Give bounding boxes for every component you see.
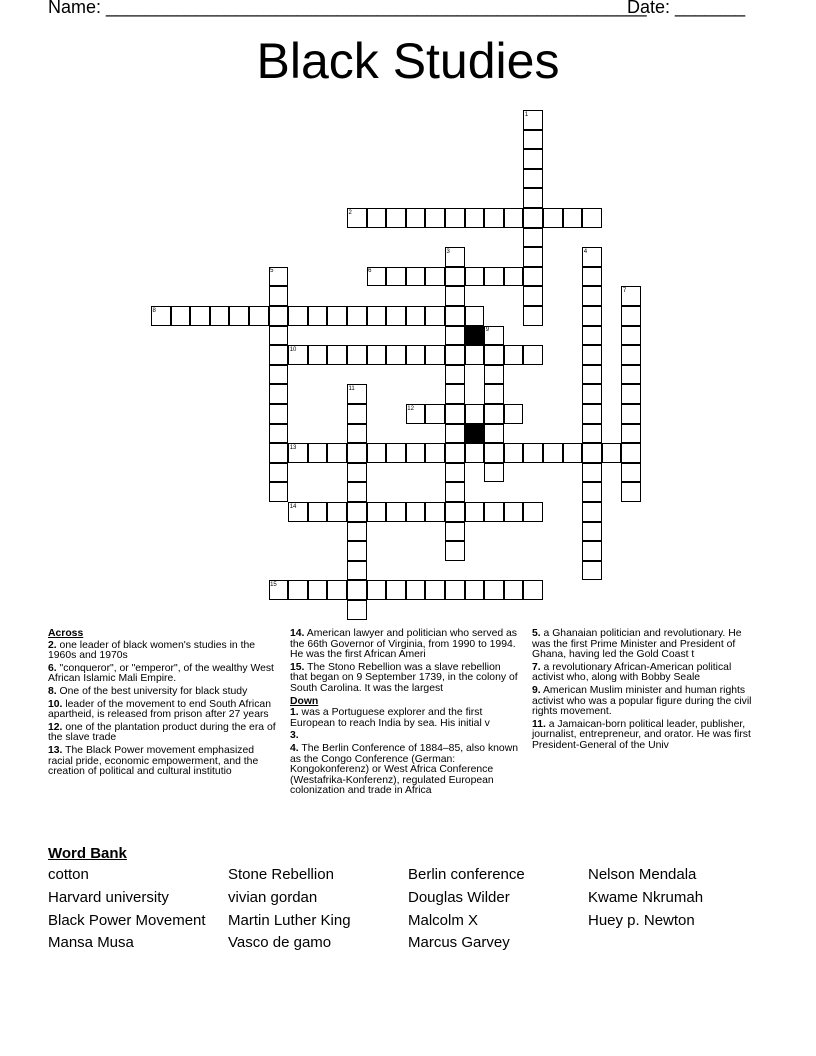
grid-cell[interactable] — [445, 267, 465, 287]
clue-item — [48, 723, 276, 744]
grid-cell[interactable] — [445, 384, 465, 404]
grid-cell[interactable] — [504, 267, 524, 287]
clue-number: 6 — [368, 268, 372, 275]
grid-cell[interactable] — [582, 561, 602, 581]
grid-cell[interactable] — [582, 443, 602, 463]
grid-cell[interactable] — [347, 404, 367, 424]
grid-cell[interactable] — [288, 306, 308, 326]
word-bank-item: Mansa Musa — [48, 934, 134, 952]
grid-cell[interactable] — [269, 463, 289, 483]
grid-cell[interactable] — [523, 149, 543, 169]
clue-item-number: 11. — [532, 718, 546, 730]
grid-cell[interactable] — [465, 502, 485, 522]
grid-cell[interactable] — [308, 443, 328, 463]
grid-cell[interactable] — [406, 502, 426, 522]
clue-item — [48, 687, 276, 698]
grid-cell[interactable] — [406, 306, 426, 326]
grid-cell[interactable] — [523, 306, 543, 326]
grid-cell[interactable] — [602, 443, 622, 463]
grid-cell[interactable] — [308, 306, 328, 326]
clue-item-number: 12. — [48, 721, 63, 733]
grid-cell[interactable] — [425, 404, 445, 424]
grid-cell[interactable] — [425, 502, 445, 522]
clue-number: 3 — [446, 248, 450, 255]
grid-cell[interactable] — [347, 424, 367, 444]
grid-cell[interactable] — [386, 502, 406, 522]
grid-cell[interactable] — [465, 208, 485, 228]
grid-cell[interactable] — [445, 443, 465, 463]
clue-item-text: The Berlin Conference of 1884–85, also known as the Congo Conference (German: Kongokonferenz) or West Africa Conference (Westafrika-Konferenz), regulated European colonization and trade in Africa — [290, 742, 518, 797]
clues-column-3 — [532, 629, 760, 754]
grid-cell[interactable] — [386, 306, 406, 326]
grid-cell[interactable] — [347, 443, 367, 463]
word-bank-item: Berlin conference — [408, 866, 525, 883]
grid-cell[interactable] — [484, 580, 504, 600]
word-bank-item: Kwame Nkrumah — [588, 888, 704, 906]
word-bank-item: Vasco de gamo — [228, 934, 332, 952]
grid-cell[interactable] — [347, 580, 367, 600]
grid-cell[interactable] — [621, 404, 641, 424]
clue-item — [532, 629, 760, 661]
date-field: Date: _______ — [627, 0, 746, 17]
grid-cell[interactable] — [425, 267, 445, 287]
grid-cell[interactable] — [445, 208, 465, 228]
grid-cell[interactable] — [327, 443, 347, 463]
grid-cell[interactable] — [445, 365, 465, 385]
grid-cell[interactable] — [621, 463, 641, 483]
grid-cell[interactable] — [269, 286, 289, 306]
clue-item — [290, 708, 518, 729]
grid-cell[interactable] — [543, 208, 563, 228]
grid-cell[interactable] — [523, 286, 543, 306]
grid-cell[interactable] — [484, 443, 504, 463]
grid-cell[interactable] — [582, 208, 602, 228]
grid-block — [465, 326, 485, 346]
grid-cell[interactable] — [367, 345, 387, 365]
clue-item — [48, 641, 276, 662]
grid-cell[interactable] — [504, 404, 524, 424]
grid-cell[interactable] — [582, 326, 602, 346]
grid-cell[interactable] — [523, 188, 543, 208]
grid-cell[interactable] — [269, 443, 289, 463]
grid-cell[interactable] — [327, 345, 347, 365]
clue-item-text: The Stono Rebellion was a slave rebellion that began on 9 September 1739, in the colony of South Carolina. It was the largest — [290, 661, 518, 694]
grid-cell[interactable] — [210, 306, 230, 326]
word-bank-item: Harvard university — [48, 888, 169, 906]
clue-number: 15 — [270, 581, 277, 588]
grid-cell[interactable] — [582, 306, 602, 326]
grid-cell[interactable] — [425, 443, 445, 463]
grid-cell[interactable] — [465, 267, 485, 287]
grid-cell[interactable] — [327, 502, 347, 522]
grid-cell[interactable] — [406, 267, 426, 287]
grid-cell[interactable] — [308, 502, 328, 522]
grid-cell[interactable] — [484, 502, 504, 522]
clue-number: 8 — [152, 307, 156, 314]
clue-item-text: was a Portuguese explorer and the first European to reach India by sea. His initial v — [290, 707, 490, 729]
clue-item-number: 10. — [48, 698, 63, 710]
grid-cell[interactable] — [445, 306, 465, 326]
word-bank-item: cotton — [48, 866, 89, 883]
grid-cell[interactable] — [367, 306, 387, 326]
word-bank-item: Malcolm X — [408, 911, 479, 929]
grid-cell[interactable] — [269, 384, 289, 404]
grid-cell[interactable] — [229, 306, 249, 326]
clue-item — [290, 731, 518, 742]
word-bank-item: Huey p. Newton — [588, 911, 695, 929]
grid-cell[interactable] — [563, 208, 583, 228]
grid-cell[interactable] — [465, 580, 485, 600]
grid-cell[interactable] — [465, 306, 485, 326]
grid-cell[interactable] — [504, 443, 524, 463]
grid-cell[interactable] — [582, 463, 602, 483]
grid-cell[interactable] — [425, 345, 445, 365]
grid-cell[interactable] — [386, 208, 406, 228]
grid-cell[interactable] — [445, 286, 465, 306]
grid-cell[interactable] — [445, 424, 465, 444]
grid-cell[interactable] — [269, 326, 289, 346]
grid-cell[interactable] — [171, 306, 191, 326]
clue-item-text: leader of the movement to end South African apartheid, is released from prison after 27 years — [48, 698, 271, 721]
grid-cell[interactable] — [523, 345, 543, 365]
grid-cell[interactable] — [367, 208, 387, 228]
grid-cell[interactable] — [523, 267, 543, 287]
grid-cell[interactable] — [406, 580, 426, 600]
grid-cell[interactable] — [425, 306, 445, 326]
grid-cell[interactable] — [543, 443, 563, 463]
grid-cell[interactable] — [347, 561, 367, 581]
grid-cell[interactable] — [288, 580, 308, 600]
grid-cell[interactable] — [621, 384, 641, 404]
grid-cell[interactable] — [621, 443, 641, 463]
clue-item-number: 3. — [290, 730, 299, 742]
grid-cell[interactable] — [582, 502, 602, 522]
clue-item-number: 15. — [290, 661, 305, 673]
word-bank-item: Douglas Wilder — [408, 888, 510, 906]
grid-cell[interactable] — [347, 502, 367, 522]
grid-cell[interactable] — [523, 502, 543, 522]
grid-cell[interactable] — [523, 580, 543, 600]
clue-item-number: 9. — [532, 684, 541, 696]
grid-cell[interactable] — [308, 345, 328, 365]
grid-cell[interactable] — [269, 365, 289, 385]
word-bank-item: Black Power Movement — [48, 911, 206, 929]
grid-cell[interactable] — [484, 345, 504, 365]
clue-item-text: American lawyer and politician who served as the 66th Governor of Virginia, from 1990 to 1994. He was the first African Ameri — [290, 628, 517, 661]
grid-cell[interactable] — [563, 443, 583, 463]
grid-cell[interactable] — [621, 345, 641, 365]
grid-cell[interactable] — [582, 541, 602, 561]
clue-item-number: 4. — [290, 742, 299, 754]
clue-item-text: a Jamaican-born political leader, publisher, journalist, entrepreneur, and orator. He was first President-General of the Univ — [532, 718, 751, 751]
grid-cell[interactable] — [386, 267, 406, 287]
clue-item — [532, 720, 760, 752]
grid-cell[interactable] — [367, 502, 387, 522]
clue-number: 13 — [289, 444, 297, 451]
grid-cell[interactable] — [523, 228, 543, 248]
grid-cell[interactable] — [465, 345, 485, 365]
clue-item-text: one of the plantation product during the era of the slave trade — [48, 721, 276, 744]
grid-cell[interactable] — [504, 580, 524, 600]
clue-item-text: a Ghanaian politician and revolutionary. He was the first Prime Minister and President of Ghana, having led the Gold Coast t — [532, 628, 742, 661]
clue-item — [532, 686, 760, 718]
grid-cell[interactable] — [386, 580, 406, 600]
grid-cell[interactable] — [582, 384, 602, 404]
grid-cell[interactable] — [347, 522, 367, 542]
grid-cell[interactable] — [582, 267, 602, 287]
grid-cell[interactable] — [445, 541, 465, 561]
clues-heading: Across — [48, 628, 84, 639]
clue-item — [290, 744, 518, 797]
clue-number: 7 — [622, 287, 627, 294]
grid-cell[interactable] — [445, 482, 465, 502]
grid-cell[interactable] — [484, 384, 504, 404]
grid-cell[interactable] — [269, 345, 289, 365]
grid-cell[interactable] — [406, 208, 426, 228]
clue-item-text: American Muslim minister and human rights activist who was a popular figure during the civil rights movement. — [532, 684, 752, 718]
grid-cell[interactable] — [523, 169, 543, 189]
clue-item — [532, 663, 760, 684]
clue-item-number: 14. — [290, 628, 305, 639]
clue-item — [290, 629, 518, 661]
grid-cell[interactable] — [445, 326, 465, 346]
grid-cell[interactable] — [582, 345, 602, 365]
word-bank-item: Stone Rebellion — [228, 866, 334, 883]
clue-item-text: The Black Power movement emphasized racial pride, economic empowerment, and the creation of political and cultural institutio — [48, 744, 259, 778]
clues-heading: Down — [290, 695, 319, 707]
grid-cell[interactable] — [347, 345, 367, 365]
grid-cell[interactable] — [327, 306, 347, 326]
grid-block — [465, 424, 485, 444]
grid-cell[interactable] — [621, 365, 641, 385]
grid-cell[interactable] — [582, 404, 602, 424]
grid-cell[interactable] — [523, 208, 543, 228]
grid-cell[interactable] — [484, 463, 504, 483]
word-bank-item: vivian gordan — [228, 888, 318, 906]
clue-item — [48, 746, 276, 778]
grid-cell[interactable] — [425, 580, 445, 600]
clues-column-2 — [290, 629, 518, 799]
word-bank-item: Martin Luther King — [228, 911, 351, 929]
clue-item-number: 2. — [48, 639, 57, 651]
grid-cell[interactable] — [582, 424, 602, 444]
grid-cell[interactable] — [386, 443, 406, 463]
clue-number: 12 — [407, 405, 414, 412]
grid-cell[interactable] — [504, 345, 524, 365]
grid-cell[interactable] — [465, 404, 485, 424]
grid-cell[interactable] — [504, 208, 524, 228]
grid-cell[interactable] — [269, 482, 289, 502]
clue-item — [48, 700, 276, 721]
grid-cell[interactable] — [386, 345, 406, 365]
grid-cell[interactable] — [249, 306, 269, 326]
grid-cell[interactable] — [484, 424, 504, 444]
grid-cell[interactable] — [445, 404, 465, 424]
grid-cell[interactable] — [308, 580, 328, 600]
clue-number: 14 — [289, 503, 297, 510]
grid-cell[interactable] — [523, 130, 543, 150]
clue-item — [48, 664, 276, 685]
grid-cell[interactable] — [465, 443, 485, 463]
grid-cell[interactable] — [445, 345, 465, 365]
page-title: Black Studies — [256, 33, 560, 89]
grid-cell[interactable] — [484, 404, 504, 424]
clue-number: 11 — [348, 385, 355, 392]
grid-cell[interactable] — [269, 404, 289, 424]
grid-cell[interactable] — [425, 208, 445, 228]
word-bank-item: Marcus Garvey — [408, 934, 510, 952]
grid-cell[interactable] — [406, 345, 426, 365]
grid-cell[interactable] — [367, 580, 387, 600]
grid-cell[interactable] — [367, 443, 387, 463]
grid-cell[interactable] — [621, 424, 641, 444]
clue-number: 10 — [289, 346, 297, 353]
clue-item-text: one leader of black women's studies in the 1960s and 1970s — [48, 639, 256, 662]
grid-cell[interactable] — [582, 365, 602, 385]
clue-item-number: 6. — [48, 662, 57, 674]
clue-number: 4 — [583, 248, 588, 255]
grid-cell[interactable] — [621, 306, 641, 326]
grid-cell[interactable] — [523, 247, 543, 267]
grid-cell[interactable] — [445, 502, 465, 522]
grid-cell[interactable] — [484, 208, 504, 228]
grid-cell[interactable] — [621, 482, 641, 502]
grid-cell[interactable] — [406, 443, 426, 463]
grid-cell[interactable] — [582, 286, 602, 306]
grid-cell[interactable] — [347, 463, 367, 483]
grid-cell[interactable] — [347, 306, 367, 326]
grid-cell[interactable] — [190, 306, 210, 326]
grid-cell[interactable] — [269, 424, 289, 444]
clue-item-text: One of the best university for black study — [56, 685, 248, 697]
clue-item-number: 13. — [48, 744, 63, 756]
grid-cell[interactable] — [347, 541, 367, 561]
grid-cell[interactable] — [347, 482, 367, 502]
clue-number: 5 — [270, 268, 274, 275]
clue-item-number: 8. — [48, 685, 57, 697]
grid-cell[interactable] — [484, 365, 504, 385]
grid-cell[interactable] — [347, 600, 367, 620]
word-bank-title: Word Bank — [48, 845, 127, 862]
grid-cell[interactable] — [523, 443, 543, 463]
grid-cell[interactable] — [445, 522, 465, 542]
clues-column-1 — [48, 629, 276, 780]
clue-item-number: 7. — [532, 661, 541, 673]
grid-cell[interactable] — [504, 502, 524, 522]
clue-number: 1 — [524, 111, 529, 118]
grid-cell[interactable] — [484, 267, 504, 287]
name-field: Name: ______________________________________________________ — [48, 0, 647, 17]
clue-item-number: 1. — [290, 707, 299, 719]
clue-item-number: 5. — [532, 628, 541, 639]
grid-cell[interactable] — [327, 580, 347, 600]
grid-cell[interactable] — [582, 522, 602, 542]
clue-item — [290, 663, 518, 695]
grid-cell[interactable] — [445, 463, 465, 483]
word-bank-item: Nelson Mendala — [588, 866, 697, 883]
clue-number: 2 — [348, 209, 352, 216]
grid-cell[interactable] — [621, 326, 641, 346]
grid-cell[interactable] — [582, 482, 602, 502]
grid-cell[interactable] — [269, 306, 289, 326]
clue-item-text: "conqueror", or "emperor", of the wealthy West African Islamic Mali Empire. — [48, 662, 274, 685]
clue-item-text: a revolutionary African-American political activist who, along with Bobby Seale — [532, 661, 732, 684]
grid-cell[interactable] — [445, 580, 465, 600]
clue-number: 9 — [485, 327, 490, 334]
